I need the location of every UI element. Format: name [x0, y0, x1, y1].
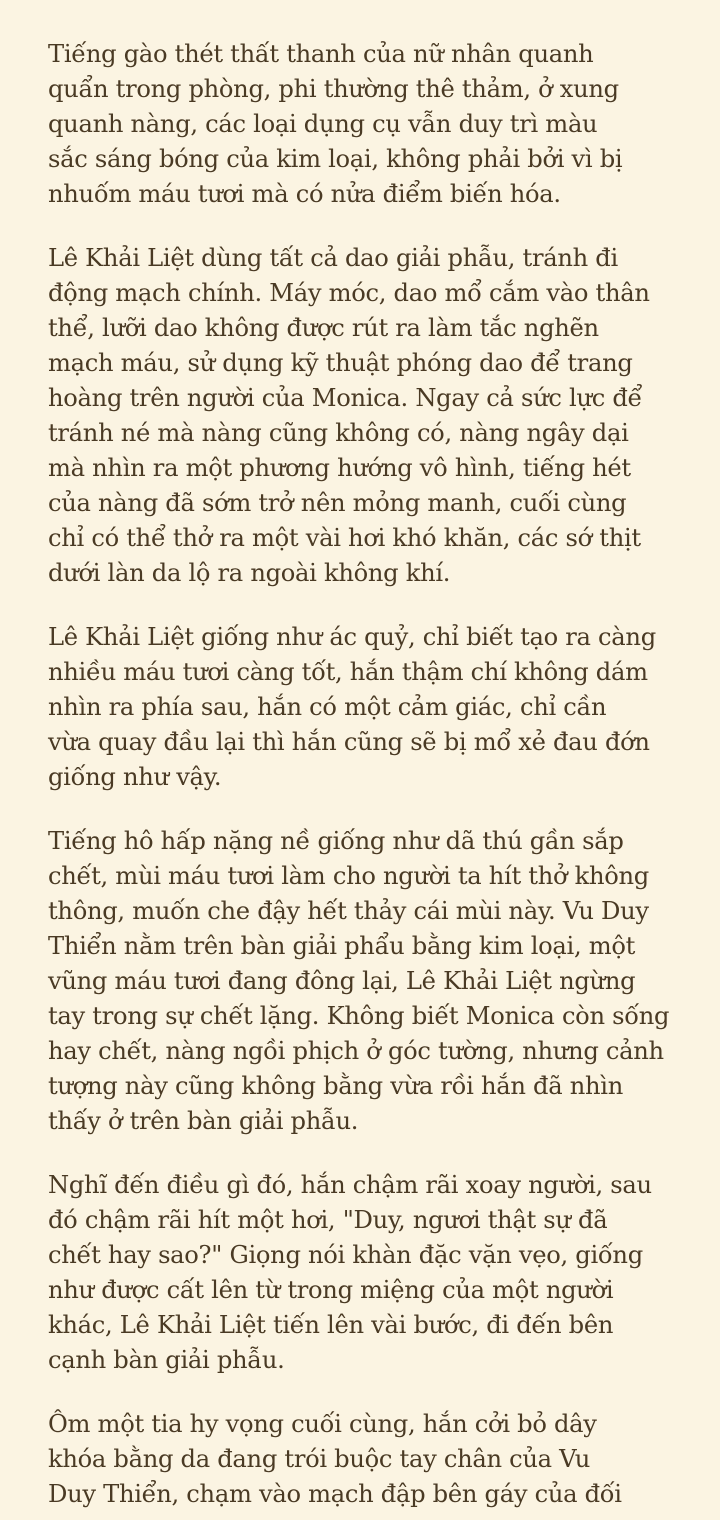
paragraph-2	[48, 241, 664, 591]
text-line: nhìn ra phía sau, hắn có một cảm giác, chỉ cần	[48, 693, 607, 721]
text-line: đó chậm rãi hít một hơi, "Duy, ngươi thật sự đã	[48, 1206, 608, 1234]
text-line: thông, muốn che đậy hết thảy cái mùi này. Vu Duy	[48, 897, 649, 925]
text-line: Duy Thiển, chạm vào mạch đập bên gáy của đối	[48, 1480, 622, 1508]
text-line: cạnh bàn giải phẫu.	[48, 1346, 285, 1374]
text-line: tượng này cũng không bằng vừa rồi hắn đã nhìn	[48, 1072, 623, 1100]
text-line: chết, mùi máu tươi làm cho người ta hít thở không	[48, 862, 649, 890]
text-line: của nàng đã sớm trở nên mỏng manh, cuối cùng	[48, 489, 627, 517]
text-line: Lê Khải Liệt giống như ác quỷ, chỉ biết tạo ra càng	[48, 623, 656, 651]
text-line: chết hay sao?" Giọng nói khàn đặc vặn vẹo, giống	[48, 1241, 643, 1269]
text-line: quẩn trong phòng, phi thường thê thảm, ở xung	[48, 75, 619, 103]
paragraph-6	[48, 1407, 664, 1512]
paragraph-3	[48, 620, 664, 795]
text-line: khác, Lê Khải Liệt tiến lên vài bước, đi đến bên	[48, 1311, 614, 1339]
text-line: khóa bằng da đang trói buộc tay chân của Vu	[48, 1445, 591, 1473]
paragraph-5	[48, 1168, 664, 1378]
text-line: hoàng trên người của Monica. Ngay cả sức lực để	[48, 384, 643, 412]
text-line: nhiều máu tươi càng tốt, hắn thậm chí không dám	[48, 658, 648, 686]
text-line: thấy ở trên bàn giải phẫu.	[48, 1107, 359, 1135]
text-line: động mạch chính. Máy móc, dao mổ cắm vào thân	[48, 279, 650, 307]
text-line: quanh nàng, các loại dụng cụ vẫn duy trì màu	[48, 110, 598, 138]
text-line: dưới làn da lộ ra ngoài không khí.	[48, 559, 451, 587]
text-line: mạch máu, sử dụng kỹ thuật phóng dao để trang	[48, 349, 633, 377]
text-line: Lê Khải Liệt dùng tất cả dao giải phẫu, tránh đi	[48, 244, 618, 272]
text-line: vừa quay đầu lại thì hắn cũng sẽ bị mổ xẻ đau đớn	[48, 728, 650, 756]
text-line: Tiếng hô hấp nặng nề giống như dã thú gần sắp	[48, 827, 624, 855]
text-line: vũng máu tươi đang đông lại, Lê Khải Liệt ngừng	[48, 967, 636, 995]
text-line: tay trong sự chết lặng. Không biết Monica còn sống	[48, 1002, 670, 1030]
text-line: Tiếng gào thét thất thanh của nữ nhân quanh	[48, 40, 594, 68]
text-line: thể, lưỡi dao không được rút ra làm tắc nghẽn	[48, 314, 599, 342]
text-line: như được cất lên từ trong miệng của một người	[48, 1276, 614, 1304]
chapter-text	[48, 37, 670, 1520]
text-line: Thiển nằm trên bàn giải phẩu bằng kim loại, một	[48, 932, 636, 960]
paragraph-1	[48, 37, 664, 212]
text-line: mà nhìn ra một phương hướng vô hình, tiếng hét	[48, 454, 631, 482]
text-line: sắc sáng bóng của kim loại, không phải bởi vì bị	[48, 145, 623, 173]
text-line: Ôm một tia hy vọng cuối cùng, hắn cởi bỏ dây	[48, 1410, 597, 1438]
text-line: hay chết, nàng ngồi phịch ở góc tường, nhưng cảnh	[48, 1037, 664, 1065]
paragraph-4	[48, 824, 670, 1139]
text-line: Nghĩ đến điều gì đó, hắn chậm rãi xoay người, sau	[48, 1171, 652, 1199]
text-line: nhuốm máu tươi mà có nửa điểm biến hóa.	[48, 180, 561, 208]
text-line: giống như vậy.	[48, 763, 222, 791]
text-line: tránh né mà nàng cũng không có, nàng ngây dại	[48, 419, 629, 447]
text-line: chỉ có thể thở ra một vài hơi khó khăn, các sớ thịt	[48, 524, 641, 552]
